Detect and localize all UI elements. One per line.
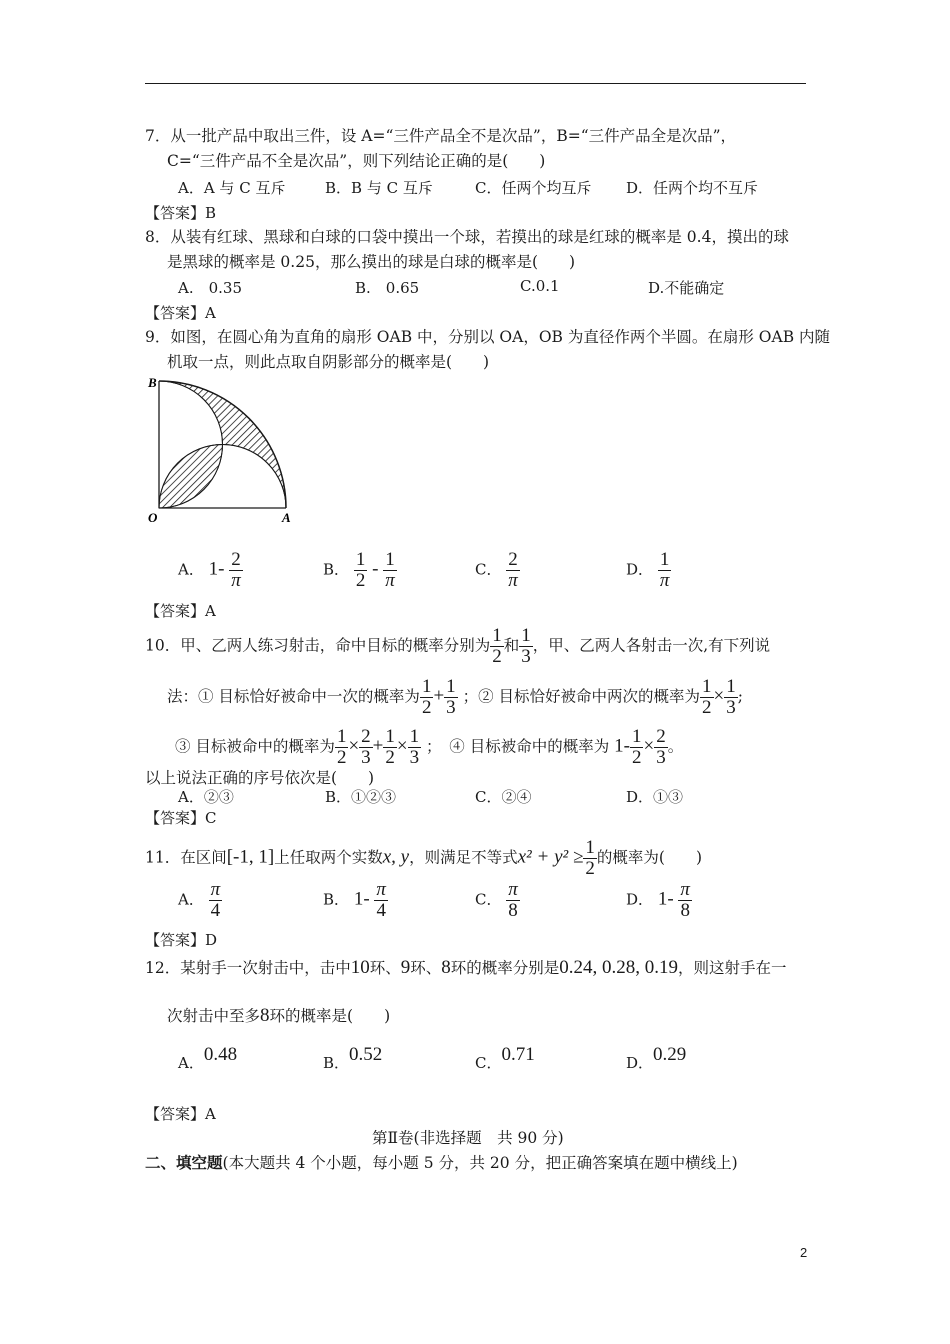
part2-title: 第Ⅱ卷(非选择题 共 90 分)	[372, 1129, 564, 1147]
q7-option-a: A．A 与 C 互斥	[178, 179, 286, 197]
q9-answer: 【答案】A	[145, 602, 216, 620]
q10-option-c: C．②④	[475, 788, 532, 806]
label-o: O	[148, 510, 158, 524]
q8-line2: 是黑球的概率是 0.25，那么摸出的球是白球的概率是( )	[167, 253, 576, 271]
q12-option-a: A．0.48	[178, 1044, 238, 1072]
q8-line1: 8．从装有红球、黑球和白球的口袋中摸出一个球，若摸出的球是红球的概率是 0.4，摸出的球	[145, 228, 789, 246]
q10-line1: 10．甲、乙两人练习射击，命中目标的概率分别为 $\frac{1}{2}$ 和 $\frac{1}{3}$ ，甲、乙两人各射击一次,有下列说	[145, 625, 771, 667]
q7-option-d: D．任两个均不互斥	[626, 179, 759, 197]
q9-option-b: B． $\frac{1}{2}$ - $\frac{1}{\pi}$	[323, 549, 395, 591]
q12-option-c: C．0.71	[475, 1044, 535, 1072]
lens-shaded-region	[159, 445, 223, 509]
q9-line1: 9．如图，在圆心角为直角的扇形 OAB 中，分别以 OA，OB 为直径作两个半圆。在扇形 OAB 内随	[145, 328, 831, 346]
q11-option-b: B． 1- $\frac{\pi}{4}$	[323, 879, 386, 921]
page-number: 2	[800, 1245, 808, 1260]
q7-line1: 7．从一批产品中取出三件，设 A=“三件产品全不是次品”，B=“三件产品全是次品”，	[145, 127, 737, 145]
q8-option-c: C.0.1	[520, 277, 560, 295]
q7-line2: C=“三件产品不全是次品”，则下列结论正确的是( )	[167, 152, 546, 170]
q10-line3: ③ 目标被命中的概率为 $\frac{1}{2}$ × $\frac{2}{3}$ + $\frac{1}{2}$ × $\frac{1}{3}$ ； ④ 目标被命中的概率为 1- $\frac{1}{2}$ × $\frac{2}{3}$ 。	[175, 726, 684, 768]
q12-answer: 【答案】A	[145, 1105, 216, 1123]
header-rule	[145, 83, 806, 84]
q8-option-b: B. 0.65	[355, 279, 420, 297]
label-a: A	[282, 510, 291, 524]
q11-line1: 11．在区间[-1, 1]上任取两个实数x, y，则满足不等式x² + y² ≥ $\frac{1}{2}$ 的概率为( )	[145, 837, 702, 879]
q12-line2: 次射击中至多8环的概率是( )	[167, 1005, 391, 1026]
q8-option-a: A. 0.35	[178, 279, 242, 297]
q9-option-c: C． $\frac{2}{\pi}$	[475, 549, 518, 591]
q10-option-b: B．①②③	[325, 788, 397, 806]
q7-option-b: B．B 与 C 互斥	[325, 179, 433, 197]
q11-answer: 【答案】D	[145, 931, 218, 949]
section-fill-blank: 二、填空题(本大题共 4 个小题，每小题 5 分，共 20 分，把正确答案填在题中横线上)	[145, 1153, 738, 1172]
q11-option-d: D． 1- $\frac{\pi}{8}$	[626, 879, 690, 921]
q9-option-d: D． $\frac{1}{\pi}$	[626, 549, 670, 591]
q10-option-d: D．①③	[626, 788, 684, 806]
sector-figure	[145, 376, 305, 524]
q10-line4: 以上说法正确的序号依次是( )	[145, 769, 375, 787]
q11-option-a: A． $\frac{\pi}{4}$	[178, 879, 221, 921]
q10-line2: 法：① 目标恰好被命中一次的概率为 $\frac{1}{2}$ + $\frac{1}{3}$ ；② 目标恰好被命中两次的概率为 $\frac{1}{2}$ × $\frac{1}{3}$ ;	[167, 676, 743, 718]
q9-option-a: A． 1- $\frac{2}{\pi}$	[178, 549, 241, 591]
q7-option-c: C．任两个均互斥	[475, 179, 592, 197]
q10-answer: 【答案】C	[145, 809, 217, 827]
q12-option-d: D．0.29	[626, 1044, 687, 1072]
q11-option-c: C． $\frac{\pi}{8}$	[475, 879, 518, 921]
q10-option-a: A．②③	[178, 788, 234, 806]
q9-line2: 机取一点，则此点取自阴影部分的概率是( )	[167, 353, 490, 371]
q12-option-b: B．0.52	[323, 1044, 383, 1072]
q7-answer: 【答案】B	[145, 204, 217, 222]
q8-option-d: D.不能确定	[648, 279, 725, 297]
q12-line1: 12．某射手一次射击中，击中10环、9环、8环的概率分别是0.24, 0.28, 0.19，则这射手在一	[145, 957, 787, 978]
label-b: B	[148, 376, 157, 390]
q8-answer: 【答案】A	[145, 304, 216, 322]
